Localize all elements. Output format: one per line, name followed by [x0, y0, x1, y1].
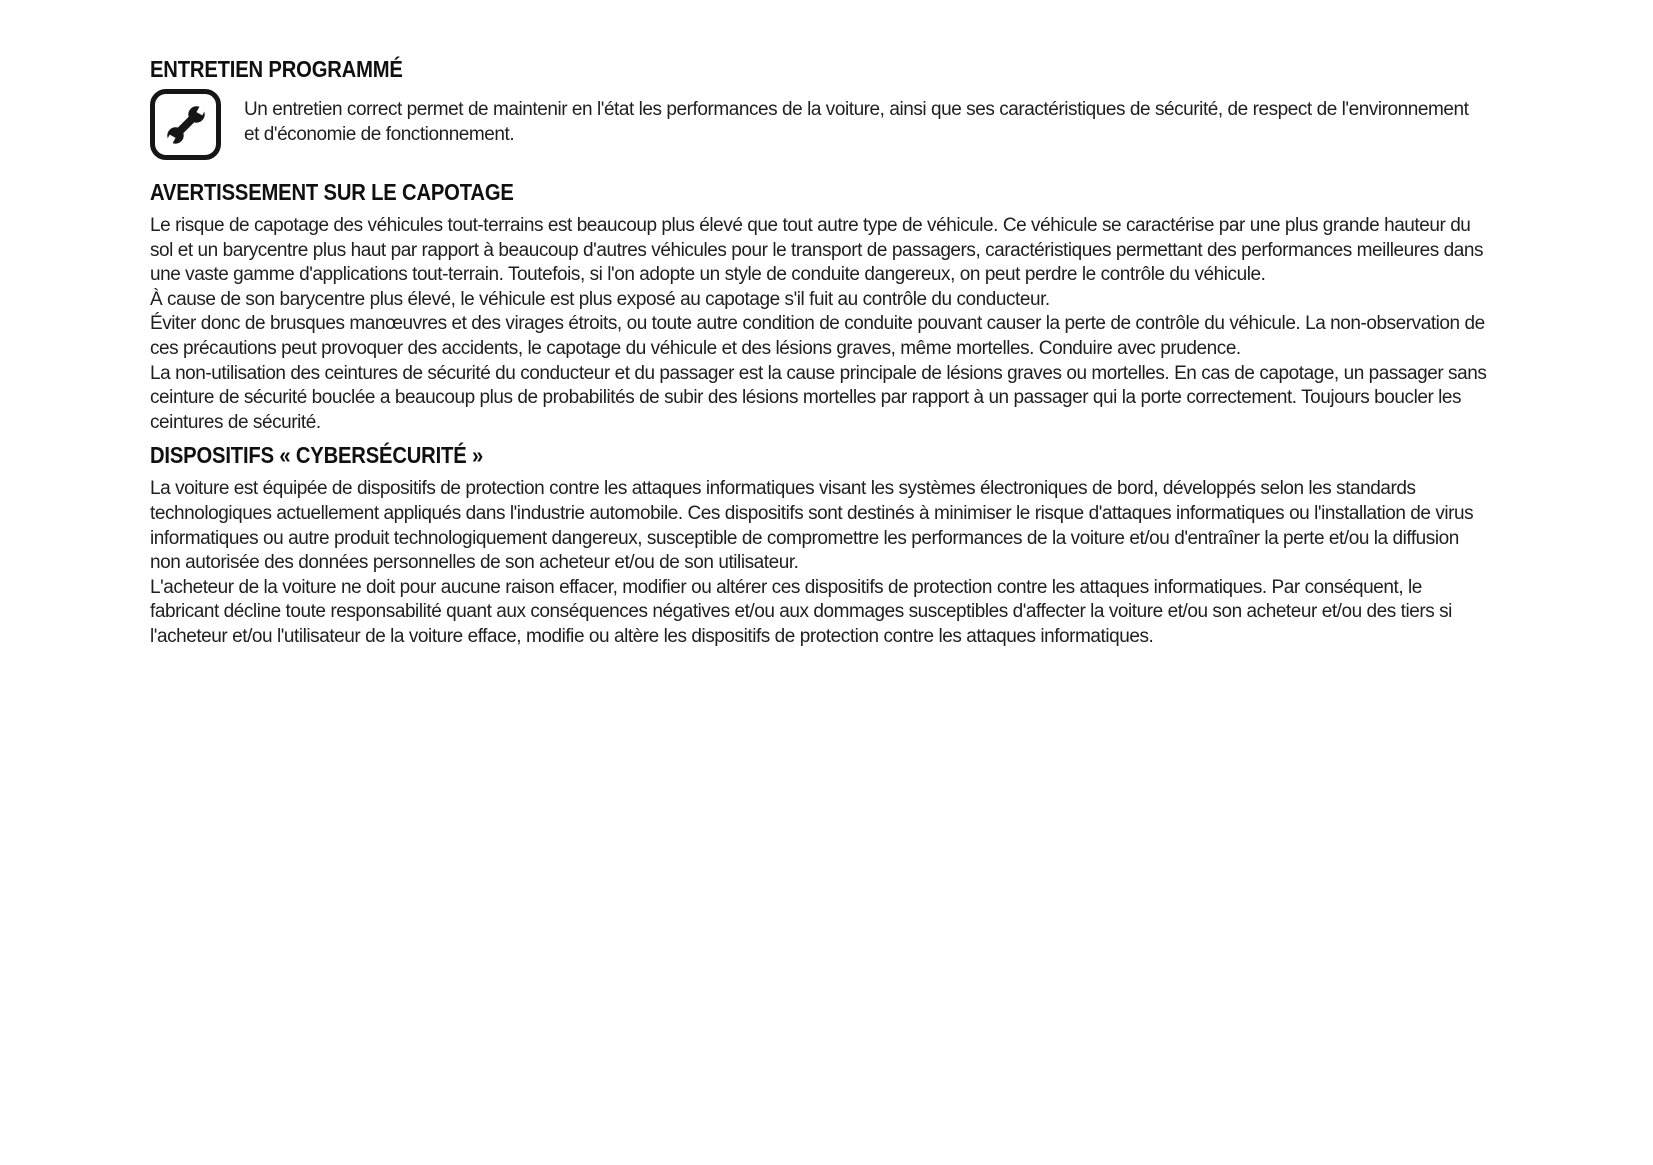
section-avertissement-capotage	[150, 180, 1488, 435]
paragraph: La voiture est équipée de dispositifs de protection contre les attaques informatiques visant les systèmes électroniques de bord, développés selon les standards technologiques actuellement appliqués dans l'industrie automobile. Ces dispositifs sont destinés à minimiser le risque d'attaques informatiques ou l'installation de virus informatiques ou autre produit technologiquement dangereux, susceptible de compromettre les performances de la voiture et/ou d'entraîner la perte et/ou la diffusion non autorisée des données personnelles de son acheteur et/ou de son utilisateur.	[150, 478, 1474, 574]
paragraph: La non-utilisation des ceintures de sécurité du conducteur et du passager est la cause principale de lésions graves ou mortelles. En cas de capotage, un passager sans ceinture de sécurité bouclée a beaucoup plus de probabilités de subir des lésions mortelles par rapport à un passager qui la porte correctement. Toujours boucler les ceintures de sécurité.	[150, 362, 1487, 433]
paragraph: Le risque de capotage des véhicules tout-terrains est beaucoup plus élevé que tout autre type de véhicule. Ce véhicule se caractérise par une plus grande hauteur du sol et un barycentre plus haut par rapport à beaucoup d'autres véhicules pour le transport de passagers, caractéristiques permettant des performances meilleures dans une vaste gamme d'applications tout-terrain. Toutefois, si l'on adopte un style de conduite dangereux, on peut perdre le contrôle du véhicule.	[150, 215, 1483, 286]
section-dispositifs-cybersecurite	[150, 443, 1488, 649]
wrench-icon	[150, 89, 221, 160]
paragraph-entretien: Un entretien correct permet de maintenir en l'état les performances de la voiture, ainsi que ses caractéristiques de sécurité, de respect de l'environnement et d'économie de fonctionnement.	[244, 99, 1469, 145]
section-heading-cybersecurite	[150, 443, 1488, 467]
page-content	[150, 57, 1488, 650]
paragraph: L'acheteur de la voiture ne doit pour aucune raison effacer, modifier ou altérer ces dispositifs de protection contre les attaques informatiques. Par conséquent, le fabricant décline toute responsabilité quant aux conséquences négatives et/ou aux dommages susceptibles d'affecter la voiture et/ou son acheteur et/ou des tiers si l'acheteur et/ou l'utilisateur de la voiture efface, modifie ou altère les dispositifs de protection contre les attaques informatiques.	[150, 576, 1452, 647]
section-entretien-programme	[150, 57, 1488, 160]
heading-text: ENTRETIEN PROGRAMMÉ	[150, 56, 403, 82]
section-heading-capotage	[150, 180, 1488, 204]
paragraph: À cause de son barycentre plus élevé, le véhicule est plus exposé au capotage s'il fuit au contrôle du conducteur.	[150, 288, 1050, 310]
section-heading-entretien	[150, 57, 1488, 81]
capotage-paragraphs	[150, 214, 1488, 435]
maintenance-icon-row	[150, 89, 1488, 160]
heading-text: DISPOSITIFS « CYBERSÉCURITÉ »	[150, 442, 484, 469]
heading-text: AVERTISSEMENT SUR LE CAPOTAGE	[150, 179, 514, 205]
paragraph: Éviter donc de brusques manœuvres et des virages étroits, ou toute autre condition de conduite pouvant causer la perte de contrôle du véhicule. La non-observation de ces précautions peut provoquer des accidents, le capotage du véhicule et des lésions graves, même mortelles. Conduire avec prudence.	[150, 313, 1485, 359]
cybersecurite-paragraphs	[150, 477, 1488, 649]
